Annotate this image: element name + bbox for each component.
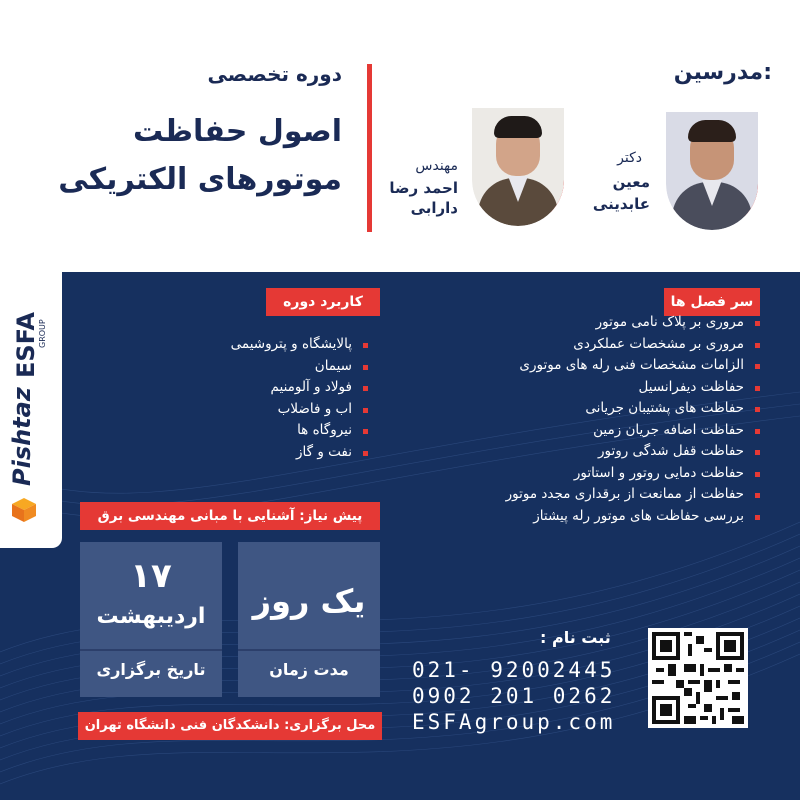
instructor-name-1a: معین: [612, 173, 650, 191]
list-item: حفاظت دمایی روتور و استاتور: [506, 463, 762, 485]
list-item: حفاظت از ممانعت از برقداری مجدد موتور: [506, 484, 762, 506]
website-link[interactable]: ESFAgroup.com: [412, 710, 616, 734]
list-item: بررسی حفاظت های موتور رله پیشتاز: [506, 506, 762, 528]
list-item: مروری بر مشخصات عملکردی: [506, 334, 762, 356]
list-item: پالایشگاه و پتروشیمی: [231, 334, 370, 356]
list-item: سیمان: [231, 356, 370, 378]
list-item: اب و فاضلاب: [231, 399, 370, 421]
instructor-name-1b: عابدینی: [592, 195, 650, 213]
pishtaz-logo: Pishtaz: [8, 387, 36, 486]
qr-code-icon[interactable]: [648, 628, 748, 728]
list-item: الزامات مشخصات فنی رله های موتوری: [506, 355, 762, 377]
date-month: اردیبهشت: [96, 604, 206, 629]
duration-caption: مدت زمان: [269, 660, 349, 679]
phone-1[interactable]: 021- 92002445: [412, 658, 616, 682]
applications-heading: کاربرد دوره: [266, 288, 380, 316]
course-title-line2: موتورهای الکتریکی: [58, 162, 342, 197]
list-item: نیروگاه ها: [231, 420, 370, 442]
instructor-photo-2: [472, 108, 564, 226]
syllabus-heading: سر فصل ها: [664, 288, 760, 316]
prerequisite-banner: پیش نیاز: آشنایی با مبانی مهندسی برق: [80, 502, 380, 530]
esfa-logo: ESFA GROUP: [12, 312, 47, 378]
title-divider: [367, 64, 372, 232]
header-section: [0, 0, 800, 272]
location-banner: محل برگزاری: دانشکدگان فنی دانشگاه تهران: [78, 712, 382, 740]
esfa-sub: GROUP: [38, 319, 47, 348]
instructor-role-2: مهندس: [415, 158, 458, 174]
details-section: [0, 272, 800, 800]
list-item: فولاد و آلومنیم: [231, 377, 370, 399]
syllabus-list: [506, 312, 762, 527]
list-item: مروری بر پلاک نامی موتور: [506, 312, 762, 334]
course-kicker: دوره تخصصی: [207, 62, 342, 86]
brand-card: [0, 272, 62, 548]
applications-list: [231, 334, 370, 463]
instructor-name-2b: دارابی: [410, 199, 458, 217]
list-item: نفت و گاز: [231, 442, 370, 464]
list-item: حفاظت قفل شدگی روتور: [506, 441, 762, 463]
list-item: حفاظت اضافه جریان زمین: [506, 420, 762, 442]
phone-2[interactable]: 0902 201 0262: [412, 684, 616, 708]
duration-box: [238, 542, 380, 697]
date-caption: تاریخ برگزاری: [96, 660, 206, 679]
pishtaz-logo-icon: [10, 496, 38, 524]
instructors-heading: مدرسین:: [673, 60, 772, 85]
duration-value: یک روز: [252, 582, 366, 620]
instructor-photo-1: [666, 112, 758, 230]
date-box: [80, 542, 222, 697]
instructor-name-2a: احمد رضا: [389, 179, 458, 197]
registration-label: ثبت نام :: [540, 628, 611, 647]
date-day: ۱۷: [130, 556, 172, 596]
list-item: حفاظت های پشتیبان جریانی: [506, 398, 762, 420]
list-item: حفاظت دیفرانسیل: [506, 377, 762, 399]
instructor-role-1: دکتر: [617, 150, 642, 166]
course-title-line1: اصول حفاظت: [132, 114, 342, 149]
